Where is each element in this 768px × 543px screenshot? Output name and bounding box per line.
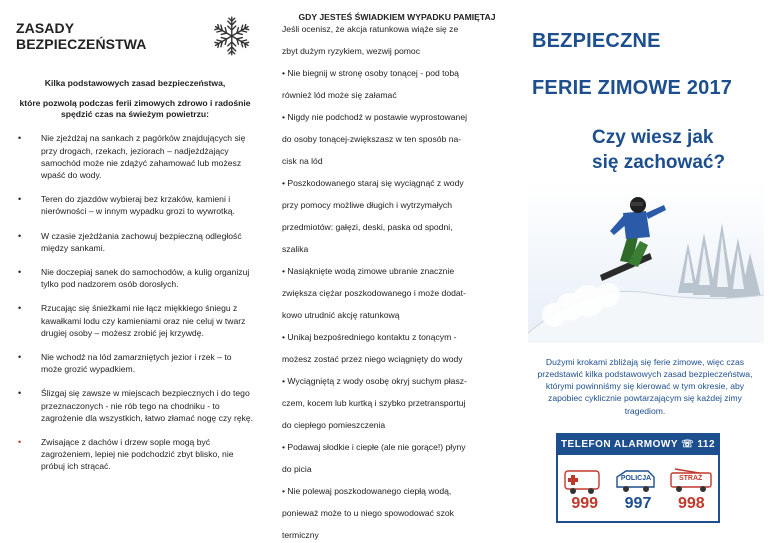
rule-item: • Nie wchodź na lód zamarzniętych jezior i rzek – to może grozić wypadkiem.: [18, 351, 232, 375]
instruction-line: termiczny: [282, 529, 319, 540]
rule-text: Nie doczepiaj sanek do samochodów, a kulig organizuj tylko pod nadzorem osób dorosłych.: [41, 266, 250, 290]
snowflake-icon: [210, 14, 254, 58]
fire-label: STRAŻ: [678, 475, 703, 482]
middle-column: [270, 0, 516, 543]
rule-text: Rzucając się śnieżkami nie łącz miękkiego śniegu z kawałkami lodu czy kamieniami oraz nie celuj w twarz drugiej osoby – możesz zrobić jej krzywdę.: [41, 303, 246, 338]
instruction-line: zbyt dużym ryzykiem, wezwij pomoc: [282, 45, 421, 56]
intro-blurb: Dużymi krokami zbliżają się ferie zimowe, więc czas przedstawić kilka podstawowych zasad bezpieczeństwa, którymi powinniśmy się kierować w tym okresie, aby zapobiec cyklicznie powtarzającym się każdej zimy tragediom.: [537, 357, 753, 416]
instruction-line: czem, kocem lub kurtką i szybko przetransportuj: [282, 397, 466, 408]
instruction-line: przedmiotów: gałęzi, deski, paska od spodni,: [282, 221, 453, 232]
instruction-line: do ciepłego pomieszczenia: [282, 419, 386, 430]
cover-question: [592, 126, 758, 175]
rule-text: Ślizgaj się zawsze w miejscach bezpiecznych i do tego przeznaczonych - nie rób tego na chodniku - to zagrożenie dla wszystkich, łatwo złamać nogę czy rękę.: [41, 388, 254, 423]
emergency-header: TELEFON ALARMOWY ☏ 112: [558, 435, 718, 455]
instruction-line: do picia: [282, 463, 312, 474]
question-line-1: Czy wiesz jak: [592, 127, 714, 148]
police-label: POLICJA: [620, 475, 652, 482]
instruction-line: do osoby tonącej-zwiększasz w ten sposób na-: [282, 133, 462, 144]
instruction-line: • Nie polewaj poszkodowanego ciepłą wodą,: [282, 485, 452, 496]
rule-item: • Rzucając się śnieżkami nie łącz miękkiego śniegu z kawałkami lodu czy kamieniami oraz nie celuj w twarz drugiej osoby – możesz zrobić jej krzywdę.: [18, 303, 246, 338]
instruction-line: możesz zostać przez niego wciągnięty do wody: [282, 353, 463, 364]
left-title: ZASADY BEZPIECZEŃSTWA: [16, 20, 147, 52]
rule-item: • Ślizgaj się zawsze w miejscach bezpiecznych i do tego przeznaczonych - nie rób tego na chodniku - to zagrożenie dla wszystkich, łatwo złamać nogę czy rękę.: [18, 388, 254, 423]
rule-text: Teren do zjazdów wybieraj bez krzaków, kamieni i nierówności – w innym wypadku grozi to wywrotką.: [41, 194, 235, 217]
snowboarder-image: [528, 183, 764, 343]
instruction-line: przy pomocy możliwe długich i wytrzymałych: [282, 199, 453, 210]
fire-vehicle: [669, 465, 713, 495]
cover-title-2: FERIE ZIMOWE 2017: [532, 77, 733, 99]
ambulance-icon: [563, 465, 603, 495]
rule-item: • Teren do zjazdów wybieraj bez krzaków, kamieni i nierówności – w innym wypadku grozi to wywrotką.: [18, 194, 235, 217]
rule-item: • Nie zjeżdżaj na sankach z pagórków znajdujących się przy drogach, rzekach, jeziorach – nadjeżdżający samochód może nie zdążyć zahamować lub możesz wpaść do wody.: [18, 133, 246, 180]
rules-list: [16, 132, 254, 472]
instruction-line: • Nie biegnij w stronę osoby tonącej - pod tobą: [282, 67, 459, 78]
left-title-row: [16, 14, 254, 58]
rule-item: • W czasie zjeżdżania zachowuj bezpieczną odległość między sankami.: [18, 230, 242, 253]
instruction-line: • Poszkodowanego staraj się wyciągnąć z wody: [282, 177, 464, 188]
instruction-line: również lód może się załamać: [282, 89, 397, 100]
left-column: [0, 0, 262, 543]
emergency-vehicles: [558, 455, 718, 495]
intro-line-2: które pozwolą podczas ferii zimowych zdrowo i radośnie spędzić czas na świeżym powietrzu:: [19, 98, 251, 120]
rule-text: Zwisające z dachów i drzew sople mogą być zagrożeniem, lepiej nie podchodzić zbyt blisko, nie próbuj ich strącać.: [41, 437, 234, 472]
instruction-line: • Nasiąknięte wodą zimowe ubranie znacznie: [282, 265, 455, 276]
instruction-line: cisk na lód: [282, 155, 323, 166]
cover-title-1: BEZPIECZNE: [532, 30, 661, 52]
instruction-line: • Wyciągniętą z wody osobę okryj suchym płasz-: [282, 375, 467, 386]
fire-number: 998: [677, 495, 705, 512]
police-number: 997: [624, 495, 652, 512]
instruction-line: • Nigdy nie podchodź w postawie wyprostowanej: [282, 111, 468, 122]
ambulance-number: 999: [571, 495, 599, 512]
intro-line-1: Kilka podstawowych zasad bezpieczeństwa,: [44, 78, 226, 88]
accident-subheading: Jeśli ocenisz, że akcja ratunkowa wiąże się ze: [282, 23, 459, 34]
question-line-2: się zachować?: [592, 151, 726, 173]
police-vehicle: [614, 465, 658, 495]
instruction-line: zwiększa ciężar poszkodowanego i może dodat-: [282, 287, 466, 298]
accident-heading: GDY JESTEŚ ŚWIADKIEM WYPADKU PAMIĘTAJ: [298, 12, 496, 22]
rule-text: Nie zjeżdżaj na sankach z pagórków znajdujących się przy drogach, rzekach, jeziorach – nadjeżdżający samochód może nie zdążyć zahamować lub możesz wpaść do wody.: [41, 133, 246, 180]
instruction-line: kowo utrudnić akcję ratunkową: [282, 309, 400, 320]
instruction-line: • Unikaj bezpośredniego kontaktu z tonącym -: [282, 331, 457, 342]
instruction-line: • Podawaj słodkie i ciepłe (ale nie gorące!) płyny: [282, 441, 466, 452]
accident-instructions: [282, 40, 512, 543]
rule-text: W czasie zjeżdżania zachowuj bezpieczną odległość między sankami.: [41, 230, 242, 253]
emergency-panel: [556, 433, 720, 523]
instruction-line: szalika: [282, 243, 309, 254]
rule-text: Nie wchodź na lód zamarzniętych jezior i rzek – to może grozić wypadkiem.: [41, 351, 232, 375]
rule-item: • Nie doczepiaj sanek do samochodów, a kulig organizuj tylko pod nadzorem osób dorosłych.: [18, 266, 250, 290]
rule-item: • Zwisające z dachów i drzew sople mogą być zagrożeniem, lepiej nie podchodzić zbyt blisko, nie próbuj ich strącać.: [18, 437, 234, 472]
emergency-numbers: [558, 495, 718, 513]
instruction-line: ponieważ może to u niego spowodować szok: [282, 507, 454, 518]
